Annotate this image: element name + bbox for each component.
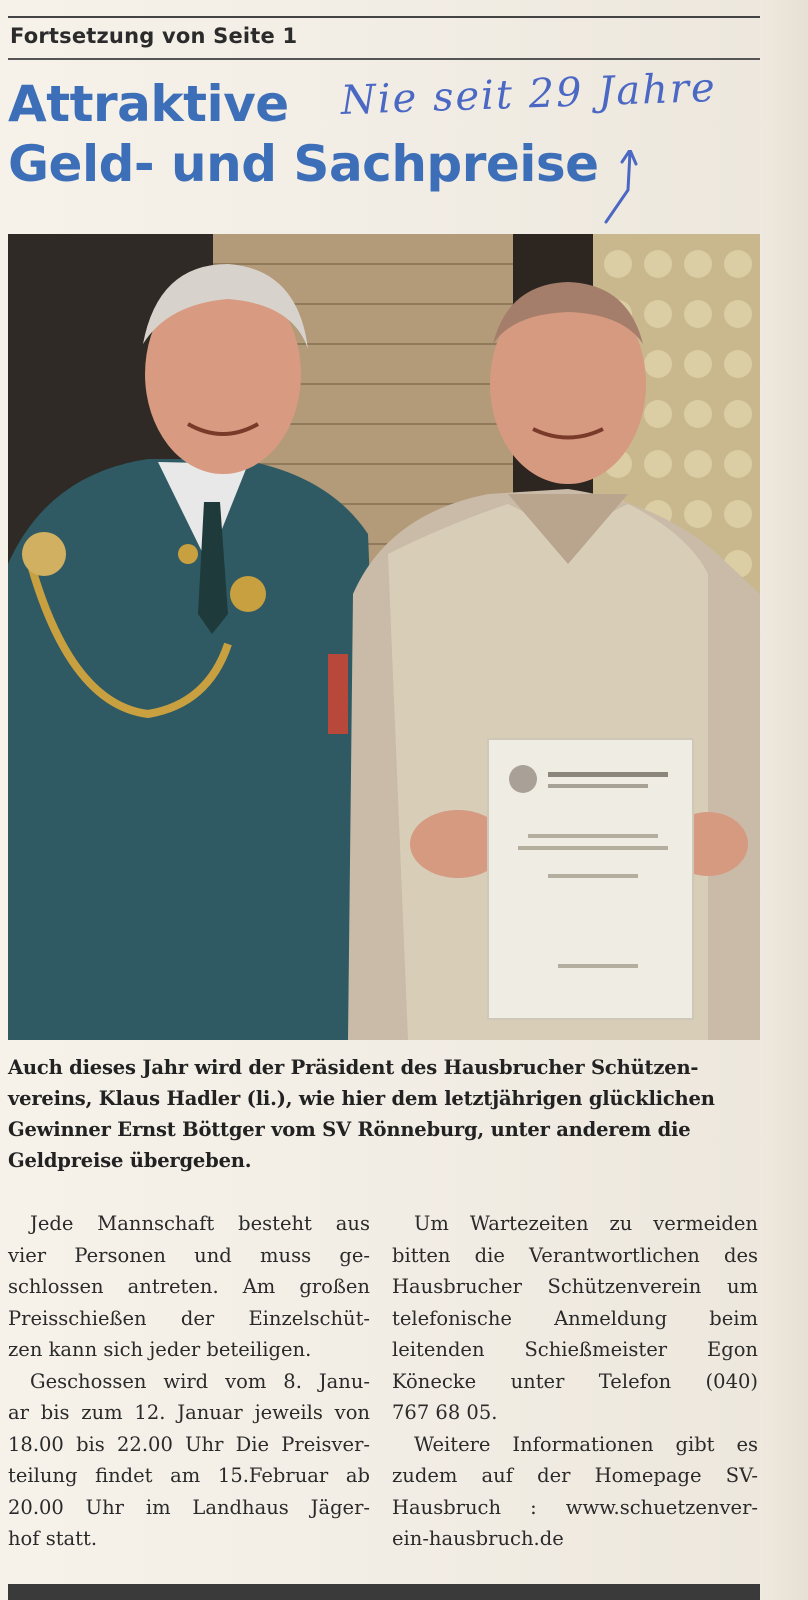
body-line: hof statt. <box>8 1527 98 1550</box>
caption-line: Geldpreise übergeben. <box>8 1149 252 1172</box>
body-line: Hausbruch : www.schuetzenver- <box>392 1495 758 1519</box>
body-line: ar bis zum 12. Januar jeweils von <box>8 1401 370 1424</box>
body-line: Geschossen wird vom 8. Janu- <box>30 1369 370 1393</box>
body-line: Preisschießen der Einzelschüt- <box>8 1306 370 1330</box>
caption-line: Auch dieses Jahr wird der Präsident des Hausbrucher Schützen- <box>8 1056 699 1079</box>
continuation-kicker: Fortsetzung von Seite 1 <box>10 24 298 48</box>
body-line: vier Personen und muss ge- <box>8 1243 370 1267</box>
body-line: zudem auf der Homepage SV- <box>392 1464 758 1487</box>
body-line: zen kann sich jeder beteiligen. <box>8 1338 312 1361</box>
bottom-bar <box>8 1584 760 1600</box>
body-line: bitten die Verantwortlichen des <box>392 1243 758 1267</box>
body-line: Weitere Informationen gibt es <box>414 1432 758 1456</box>
caption-line: Gewinner Ernst Böttger vom SV Rönneburg, unter anderem die <box>8 1118 691 1141</box>
handwritten-note: Nie seit 29 Jahre <box>340 64 718 124</box>
page-edge <box>760 0 808 1600</box>
body-column-right <box>392 1208 758 1555</box>
homepage-url: ein-hausbruch.de <box>392 1527 564 1550</box>
headline-line-2: Geld- und Sachpreise <box>8 135 599 193</box>
body-line: Könecke unter Telefon (040) <box>392 1369 758 1393</box>
photo-caption <box>8 1052 760 1176</box>
certificate-document <box>488 739 693 1019</box>
body-line: telefonische Anmeldung beim <box>392 1306 758 1330</box>
body-line: 20.00 Uhr im Landhaus Jäger- <box>8 1495 370 1519</box>
photo-illustration <box>8 234 760 1040</box>
headline-line-1: Attraktive <box>8 75 289 133</box>
body-column-left <box>8 1208 370 1555</box>
body-line: schlossen antreten. Am großen <box>8 1275 370 1298</box>
body-line: Hausbrucher Schützenverein um <box>392 1275 758 1298</box>
top-divider <box>8 16 760 18</box>
body-line: Um Wartezeiten zu vermeiden <box>414 1212 758 1235</box>
body-line: leitenden Schießmeister Egon <box>392 1338 758 1361</box>
caption-line: vereins, Klaus Hadler (li.), wie hier dem letztjährigen glücklichen <box>8 1087 715 1110</box>
body-line: 18.00 bis 22.00 Uhr Die Preisver- <box>8 1432 370 1456</box>
article-photo <box>8 234 760 1040</box>
body-line: teilung findet am 15.Februar ab <box>8 1464 370 1487</box>
body-line: Jede Mannschaft besteht aus <box>30 1212 370 1235</box>
kicker-divider <box>8 58 760 60</box>
body-line: 767 68 05. <box>392 1401 498 1424</box>
